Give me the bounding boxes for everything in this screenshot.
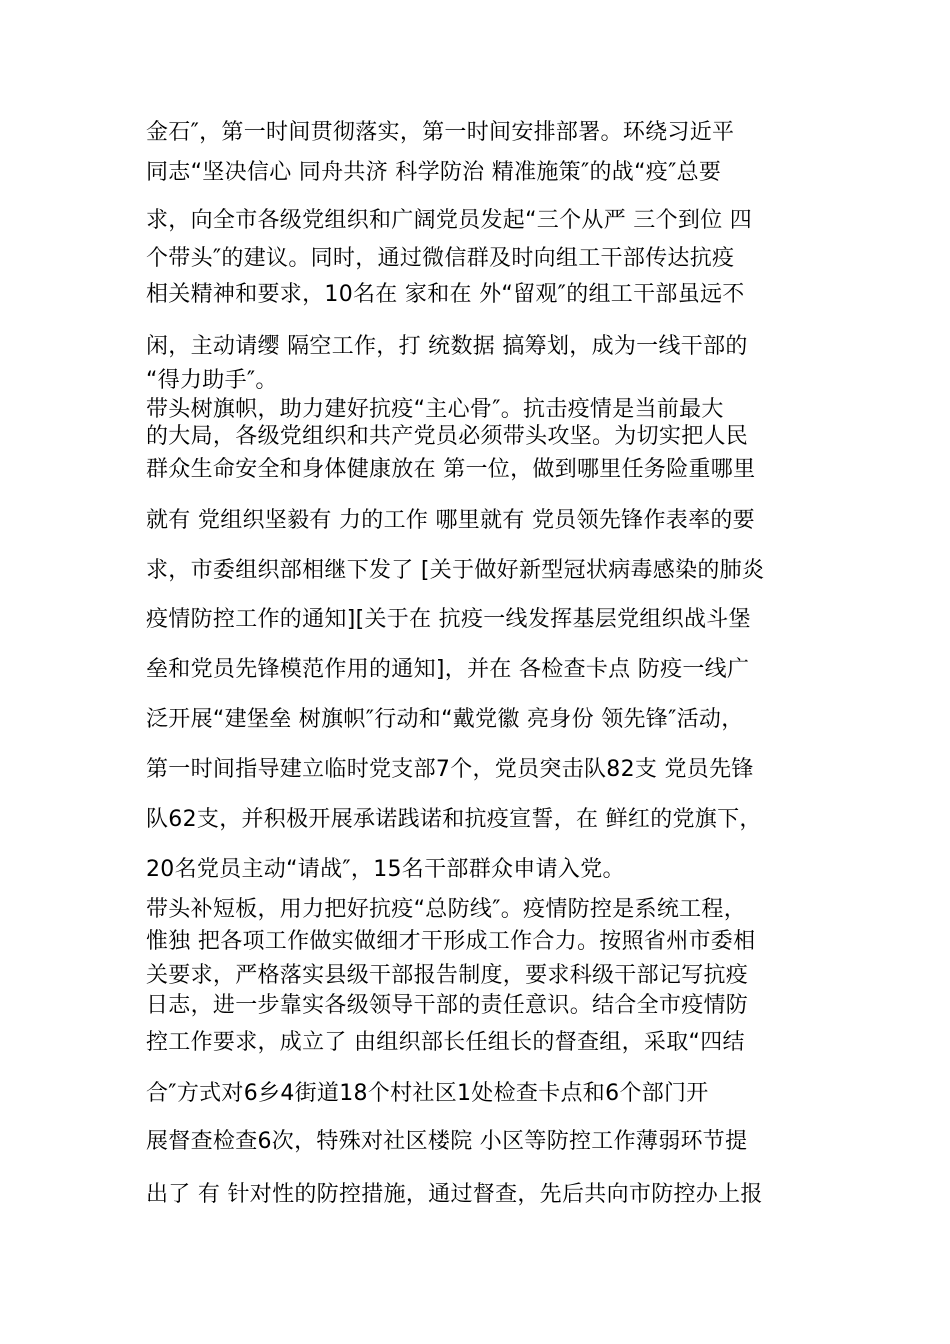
text-line: “得力助手″。 bbox=[146, 368, 278, 393]
text-line: 展督查检查6次，特殊对社区楼院 小区等防控工作薄弱环节提 bbox=[146, 1129, 748, 1154]
text-line: 的大局，各级党组织和共产党员必须带头攻坚。为切实把人民 bbox=[146, 424, 749, 449]
text-line: 疫情防控工作的通知][关于在 抗疫一线发挥基层党组织战斗堡 bbox=[146, 607, 751, 632]
text-line: 控工作要求，成立了 由组织部长任组长的督查组，采取“四结 bbox=[146, 1030, 745, 1055]
text-line: 日志，进一步靠实各级领导干部的责任意识。结合全市疫情防 bbox=[146, 993, 749, 1018]
text-line: 同志“坚决信心 同舟共济 科学防治 精准施策″的战“疫″总要 bbox=[146, 160, 722, 185]
text-line: 垒和党员先锋模范作用的通知]，并在 各检查卡点 防疫一线广 bbox=[146, 657, 750, 682]
text-line: 就有 党组织坚毅有 力的工作 哪里就有 党员领先锋作表率的要 bbox=[146, 508, 755, 533]
text-line: 个带头″的建议。同时，通过微信群及时向组工干部传达抗疫 bbox=[146, 246, 735, 271]
text-line: 群众生命安全和身体健康放在 第一位，做到哪里任务险重哪里 bbox=[146, 457, 756, 482]
text-line: 惟独 把各项工作做实做细才干形成工作合力。按照省州市委相 bbox=[146, 929, 756, 954]
paragraph-start-line: 带头树旗帜，助力建好抗疫“主心骨″。抗击疫情是当前最大 bbox=[146, 397, 724, 422]
text-line: 合″方式对6乡4街道18个村社区1处检查卡点和6个部门开 bbox=[146, 1081, 709, 1106]
text-line: 泛开展“建堡垒 树旗帜″行动和“戴党徽 亮身份 领先锋″活动， bbox=[146, 707, 744, 732]
text-line: 求，市委组织部相继下发了 [关于做好新型冠状病毒感染的肺炎 bbox=[146, 558, 765, 583]
text-line: 金石″，第一时间贯彻落实，第一时间安排部署。环绕习近平 bbox=[146, 120, 735, 145]
text-line: 求，向全市各级党组织和广阔党员发起“三个从严 三个到位 四 bbox=[146, 208, 753, 233]
text-line: 队62支，并积极开展承诺践诺和抗疫宣誓，在 鲜红的党旗下， bbox=[146, 807, 762, 832]
text-line: 20名党员主动“请战″，15名干部群众申请入党。 bbox=[146, 857, 625, 882]
text-line: 第一时间指导建立临时党支部7个，党员突击队82支 党员先锋 bbox=[146, 757, 754, 782]
text-line: 出了 有 针对性的防控措施，通过督查，先后共向市防控办上报 bbox=[146, 1182, 763, 1207]
paragraph-start-line: 带头补短板，用力把好抗疫“总防线″。疫情防控是系统工程， bbox=[146, 897, 747, 922]
text-line: 相关精神和要求，10名在 家和在 外“留观″的组工干部虽远不 bbox=[146, 282, 745, 307]
text-line: 闲，主动请缨 隔空工作，打 统数据 搞筹划，成为一线干部的 bbox=[146, 334, 748, 359]
text-line: 关要求，严格落实县级干部报告制度，要求科级干部记写抗疫 bbox=[146, 963, 749, 988]
